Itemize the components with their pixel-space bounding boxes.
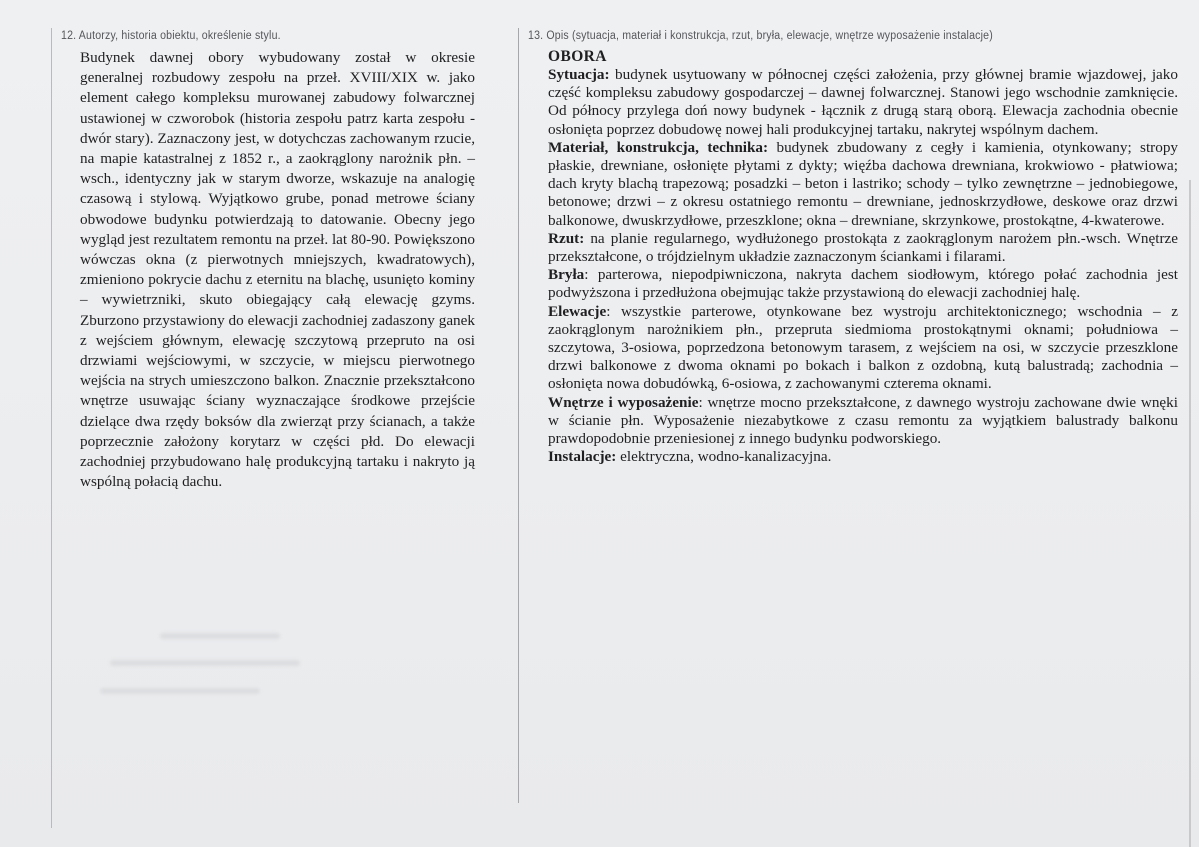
faint-print-smudge [160,633,280,639]
left-margin-line [51,28,52,828]
section-massing [522,266,1178,302]
section-heading: Rzut: [548,229,585,247]
section-text: na planie regularnego, wydłużonego prostokąta z zaokrąglonym narożem płn.-wsch. Wnętrze przekształcone, o trójdzielnym układzie zaznaczonym ściankami i filarami. [548,229,1178,266]
section-heading: Elewacje [548,302,607,320]
section-text: : wnętrze mocno przekształcone, z dawnego wystroju zachowane dwie wnęki w ścianie płn. Wyposażenie niezabytkowe z czasu remontu za wyjątkiem balustrady balkonu prawdopodobnie przeniesionej z innego budynku podworskiego. [548,393,1178,448]
field-label-12: 12. Autorzy, historia obiektu, określenie stylu. [61,30,281,42]
section-text: budynek usytuowany w północnej części założenia, przy głównej bramie wjazdowej, jako część kompleksu zabudowy gospodarczej – dawnej folwarcznej. Stanowi jego wschodnie zamknięcie. Od północy przylega doń nowy budynek - łącznik z drugą starą oborą. Elewacja zachodnia obecnie osłonięta poprzez dobudowę nowej hali produkcyjnej tartaku, nakrytej wspólnym dachem. [548,66,1178,138]
section-material [522,139,1178,230]
section-installations [522,448,1178,466]
right-edge-line [1189,180,1191,847]
history-section [55,30,475,492]
field-label-13: 13. Opis (sytuacja, materiał i konstrukcja, rzut, bryła, elewacje, wnętrze wyposażenie instalacje) [528,30,993,42]
section-heading: Wnętrze i wyposażenie [548,393,699,411]
faint-print-smudge [110,660,300,666]
section-interior [522,394,1178,449]
description-section [522,30,1178,466]
faint-print-smudge [100,688,260,694]
section-text: : wszystkie parterowe, otynkowane bez wystroju architektonicznego; wschodnia – z zaokrąglonym narożnikiem płn., przepruta siedmioma prostokątnymi oknami; południowa – szczytowa, 3-osiowa, poprzedzona betonowym tarasem, z wejściem na osi, w szczycie przeszklone drzwi balkonowe z dwoma oknami po bokach i balkon z ozdobną, kutą balustradą; zachodnia – osłonięta nowa dobudówką, 6-osiowa, z zachowanymi czterema oknami. [548,302,1178,393]
building-title: OBORA [548,48,607,65]
section-text: budynek zbudowany z cegły i kamienia, otynkowany; stropy płaskie, drewniane, osłonięte płytami z dykty; więźba dachowa drewniana, krokwiowo - płatwiowa; dach kryty blachą trapezową; posadzki – beton i lastriko; schody – tylko zewnętrzne – jednobiegowe, betonowe; drzwi – z okresu ostatniego remontu – drewniane, jednoskrzydłowe, deskowe oraz drzwi balkonowe, dwuskrzydłowe, przeszklone; okna – drewniane, skrzynkowe, prostokątne, 4-kwaterowe. [548,138,1179,229]
section-heading: Materiał, konstrukcja, technika: [548,138,769,156]
history-text: Budynek dawnej obory wybudowany został w okresie generalnej rozbudowy zespołu na przeł. XVIII/XIX w. jako element całego kompleksu murowanej zabudowy folwarcznej ustawionej w czworobok (historia zespołu patrz karta zespołu - dwór stary). Zaznaczony jest, w dotychczas zachowanym rzucie, na mapie katastralnej z 1852 r., a zaokrąglony narożnik płn. – wsch., identyczny jak w starym dworze, wskazuje na analogię czasową i stylową. Wyjątkowo grube, ponad metrowe ściany obwodowe budynku potwierdzają to datowanie. Obecny jego wygląd jest rezultatem remontu na przeł. lat 80-90. Powiększono wówczas okna (z pierwotnych mniejszych, kwadratowych), zmieniono pokrycie dachu z eternitu na blachę, usunięto kominy – wywietrzniki, skuto obiegający całą elewację gzyms. Zburzono przystawiony do elewacji zachodniej zadaszony ganek z wejściem głównym, elewację szczytową przepruto na osi drzwiami wejściowymi, w szczycie, w miejscu pierwotnego wejścia na strych umieszczono balkon. Znacznie przekształcono wnętrze usuwając ściany wyznaczające środkowe przejście dzielące dwa rzędy boksów dla zwierząt przy ścianach, a także poprzecznie założony korytarz w części płd. Do elewacji zachodniej przybudowano halę produkcyjną tartaku i nakryto ją wspólną połacią dachu. [80,49,475,491]
section-heading: Sytuacja: [548,66,610,83]
column-divider-line [518,28,519,803]
section-situation [522,66,1178,139]
section-plan [522,230,1178,266]
section-heading: Bryła [548,266,585,284]
section-heading: Instalacje: [548,448,617,466]
section-text: : parterowa, niepodpiwniczona, nakryta dachem siodłowym, którego połać zachodnia jest podwyższona i przedłużona obejmując także przystawioną do elewacji zachodniej halę. [548,266,1178,302]
section-elevations [522,303,1178,394]
section-text: elektryczna, wodno-kanalizacyjna. [616,448,832,466]
